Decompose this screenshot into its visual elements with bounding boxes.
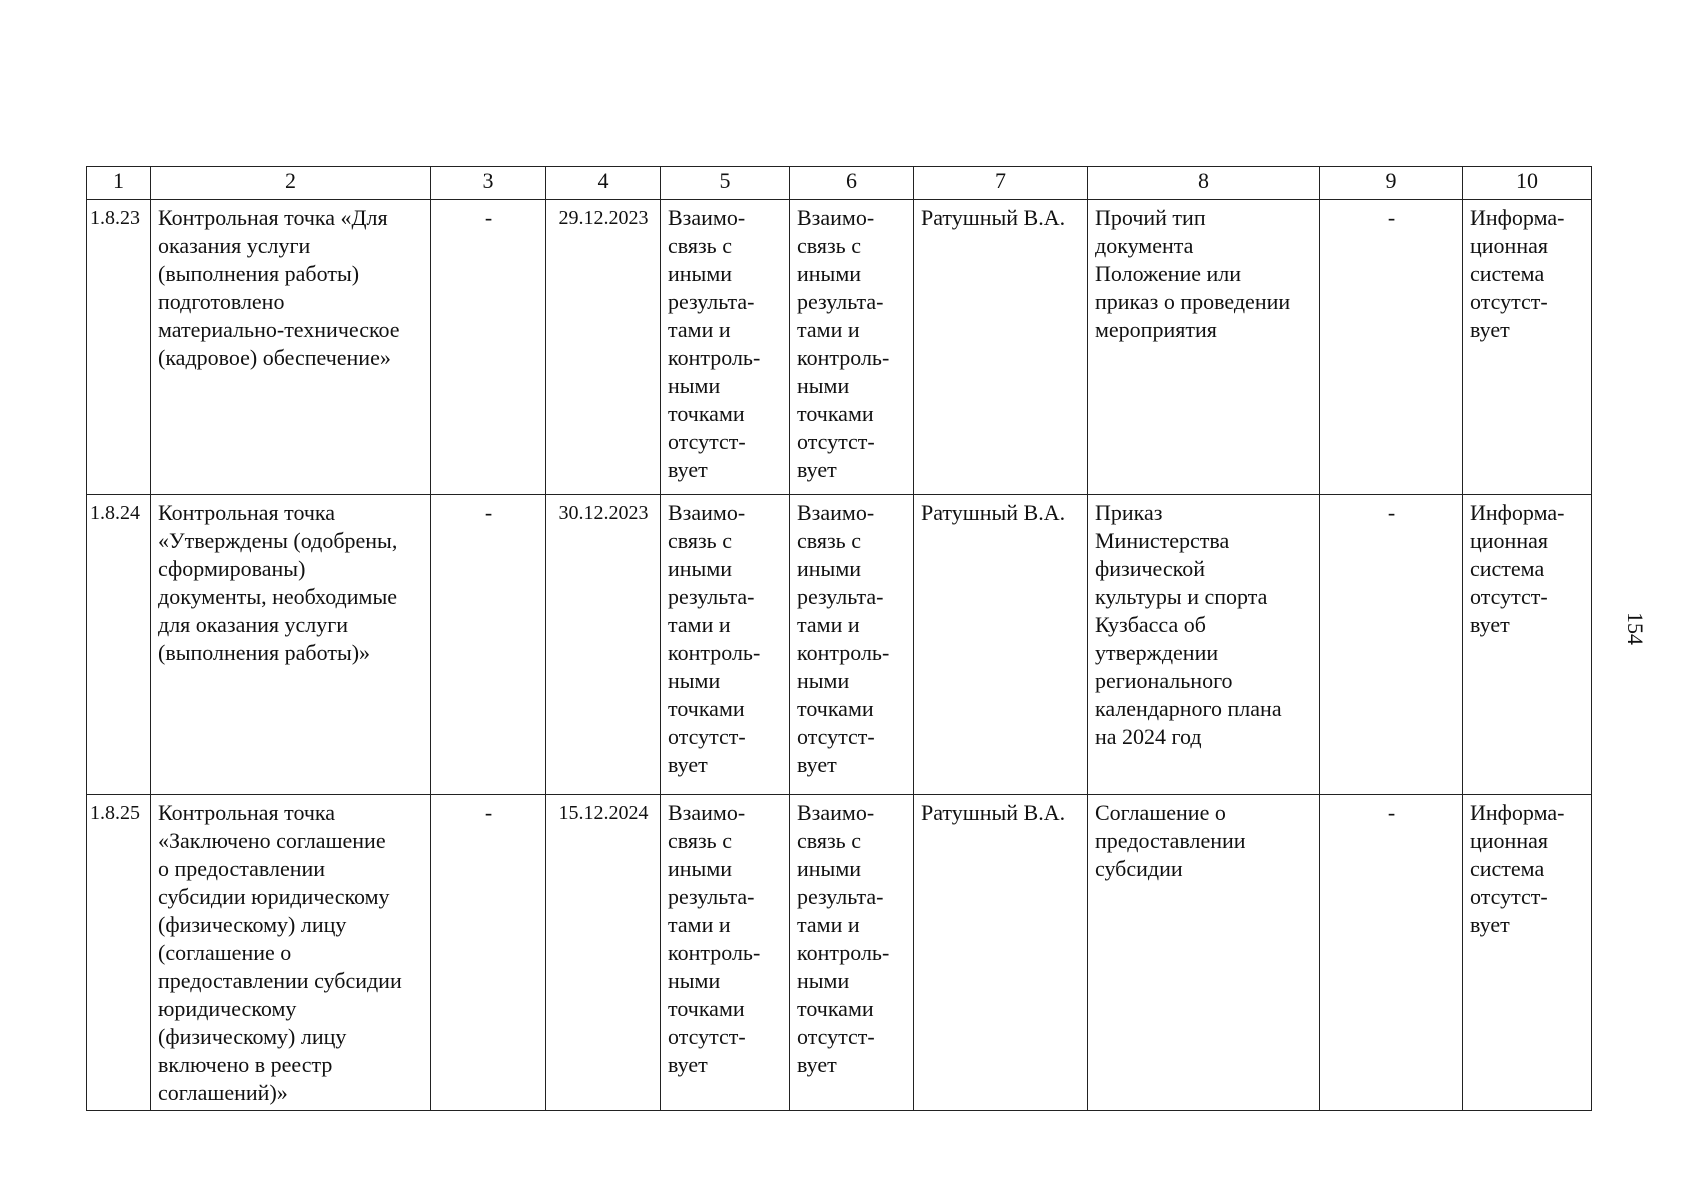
- header-cell-8: 8: [1088, 167, 1320, 200]
- table-row: [87, 495, 1592, 795]
- col3-value: -: [431, 495, 546, 795]
- control-point-name: Контрольная точка «Для оказания услуги (выполнения работы) подготовлено материально-техническое (кадровое) обеспечение»: [151, 200, 431, 495]
- col3-value: -: [431, 795, 546, 1111]
- header-cell-1: 1: [87, 167, 151, 200]
- header-cell-3: 3: [431, 167, 546, 200]
- header-cell-5: 5: [661, 167, 790, 200]
- page-number: 154: [1623, 612, 1648, 645]
- col9-value: -: [1320, 495, 1463, 795]
- row-number: 1.8.25: [87, 795, 151, 1111]
- header-cell-2: 2: [151, 167, 431, 200]
- relation-text: Взаимо- связь с иными результа- тами и контроль- ными точками отсутст- вует: [661, 795, 790, 1111]
- deadline-date: 30.12.2023: [546, 495, 661, 795]
- col9-value: -: [1320, 795, 1463, 1111]
- table-row: [87, 795, 1592, 1111]
- relation-text: Взаимо- связь с иными результа- тами и контроль- ными точками отсутст- вует: [661, 495, 790, 795]
- control-point-name: Контрольная точка «Утверждены (одобрены, сформированы) документы, необходимые для оказания услуги (выполнения работы)»: [151, 495, 431, 795]
- table-header-row: [87, 167, 1592, 200]
- header-cell-4: 4: [546, 167, 661, 200]
- document-type: Соглашение о предоставлении субсидии: [1088, 795, 1320, 1111]
- table-row: [87, 200, 1592, 495]
- responsible-person: Ратушный В.А.: [914, 495, 1088, 795]
- document-type: Прочий тип документа Положение или приказ о проведении мероприятия: [1088, 200, 1320, 495]
- control-points-table: [86, 166, 1592, 1111]
- relation-text: Взаимо- связь с иными результа- тами и контроль- ными точками отсутст- вует: [661, 200, 790, 495]
- control-point-name: Контрольная точка «Заключено соглашение о предоставлении субсидии юридическому (физическому) лицу (соглашение о предоставлении субсидии юридическому (физическому) лицу включено в реестр соглашений)»: [151, 795, 431, 1111]
- responsible-person: Ратушный В.А.: [914, 200, 1088, 495]
- col9-value: -: [1320, 200, 1463, 495]
- responsible-person: Ратушный В.А.: [914, 795, 1088, 1111]
- row-number: 1.8.23: [87, 200, 151, 495]
- deadline-date: 15.12.2024: [546, 795, 661, 1111]
- deadline-date: 29.12.2023: [546, 200, 661, 495]
- header-cell-9: 9: [1320, 167, 1463, 200]
- info-system-text: Информа- ционная система отсутст- вует: [1463, 200, 1592, 495]
- col3-value: -: [431, 200, 546, 495]
- info-system-text: Информа- ционная система отсутст- вует: [1463, 495, 1592, 795]
- relation-text: Взаимо- связь с иными результа- тами и контроль- ными точками отсутст- вует: [790, 495, 914, 795]
- relation-text: Взаимо- связь с иными результа- тами и контроль- ными точками отсутст- вует: [790, 200, 914, 495]
- header-cell-10: 10: [1463, 167, 1592, 200]
- row-number: 1.8.24: [87, 495, 151, 795]
- document-type: Приказ Министерства физической культуры и спорта Кузбасса об утверждении регионального календарного плана на 2024 год: [1088, 495, 1320, 795]
- info-system-text: Информа- ционная система отсутст- вует: [1463, 795, 1592, 1111]
- header-cell-7: 7: [914, 167, 1088, 200]
- relation-text: Взаимо- связь с иными результа- тами и контроль- ными точками отсутст- вует: [790, 795, 914, 1111]
- header-cell-6: 6: [790, 167, 914, 200]
